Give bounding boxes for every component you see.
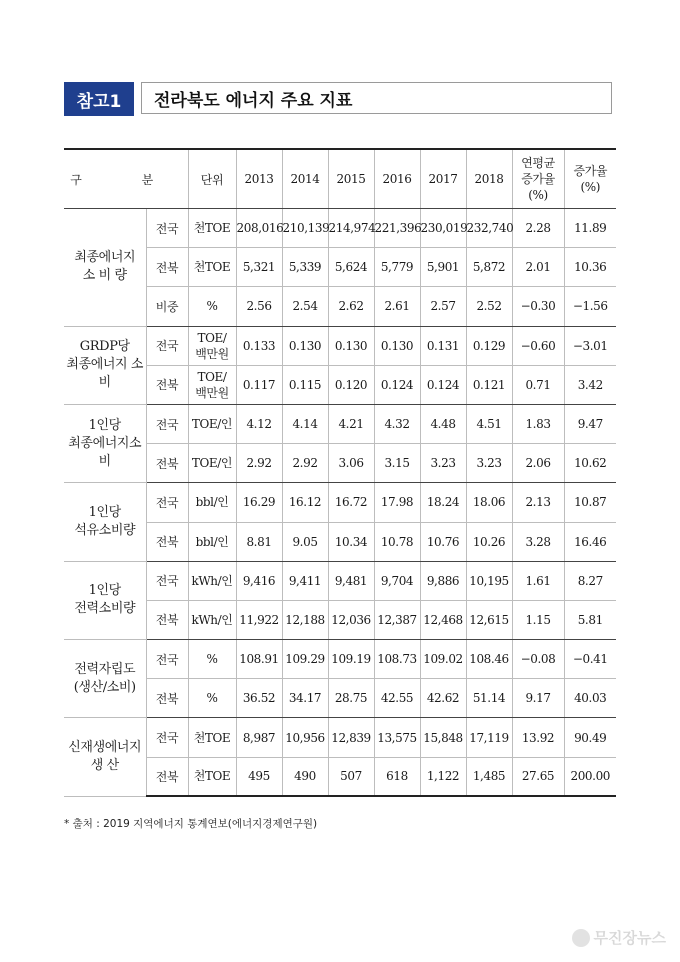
unit-cell — [188, 483, 236, 522]
value-cell: 0.115 — [282, 365, 328, 404]
value-cell: 3.06 — [328, 444, 374, 483]
unit-line: 천TOE — [193, 221, 231, 236]
value-cell: 109.02 — [420, 640, 466, 679]
value-cell: 12,468 — [420, 600, 466, 639]
group-label-line: 신재생에너지 — [68, 740, 142, 756]
unit-cell — [188, 326, 236, 365]
unit-cell — [188, 640, 236, 679]
value-cell: 2.52 — [466, 287, 512, 326]
value-cell: 34.17 — [282, 679, 328, 718]
value-cell: 13,575 — [374, 718, 420, 757]
group-label — [64, 404, 146, 482]
unit-cell — [188, 757, 236, 796]
header-growth-line: (%) — [580, 180, 601, 194]
table-row — [64, 404, 616, 443]
value-cell: 9,416 — [236, 561, 282, 600]
value-cell: 108.46 — [466, 640, 512, 679]
group-label — [64, 483, 146, 561]
value-cell: 2.56 — [236, 287, 282, 326]
group-label-line: 석유소비량 — [74, 523, 136, 538]
group-label-line: 전력소비량 — [74, 601, 136, 617]
value-cell: 8,987 — [236, 718, 282, 757]
value-cell: 0.130 — [374, 326, 420, 365]
group-label-line: GRDP당 — [79, 339, 130, 355]
group-label-line: 소 비 량 — [82, 268, 127, 284]
cagr-cell: 3.28 — [512, 522, 564, 561]
group-label — [64, 561, 146, 639]
table-row — [64, 718, 616, 757]
value-cell: 495 — [236, 757, 282, 796]
header-cagr — [512, 149, 564, 209]
value-cell: 2.92 — [236, 444, 282, 483]
value-cell: 0.133 — [236, 326, 282, 365]
unit-cell — [188, 522, 236, 561]
value-cell: 36.52 — [236, 679, 282, 718]
value-cell: 108.73 — [374, 640, 420, 679]
header-year: 2013 — [236, 149, 282, 209]
cagr-cell: 1.83 — [512, 404, 564, 443]
growth-cell: 3.42 — [564, 365, 616, 404]
value-cell: 10,195 — [466, 561, 512, 600]
cagr-cell: 2.01 — [512, 248, 564, 287]
region-cell: 전국 — [146, 326, 188, 365]
value-cell: 5,624 — [328, 248, 374, 287]
value-cell: 230,019 — [420, 209, 466, 248]
value-cell: 2.62 — [328, 287, 374, 326]
header-year: 2017 — [420, 149, 466, 209]
value-cell: 12,036 — [328, 600, 374, 639]
value-cell: 4.21 — [328, 404, 374, 443]
table-row — [64, 757, 616, 796]
group-label-line: 최종에너지소비 — [68, 435, 142, 469]
value-cell: 9,704 — [374, 561, 420, 600]
unit-line: TOE/인 — [191, 417, 233, 432]
table-row — [64, 640, 616, 679]
header-year: 2018 — [466, 149, 512, 209]
group-label-line: 최종에너지 소비 — [66, 357, 144, 391]
value-cell: 210,139 — [282, 209, 328, 248]
value-cell: 0.117 — [236, 365, 282, 404]
value-cell: 10.34 — [328, 522, 374, 561]
growth-cell: 8.27 — [564, 561, 616, 600]
unit-line: 천TOE — [193, 260, 231, 275]
unit-line: TOE/ — [197, 330, 227, 345]
cagr-cell: −0.30 — [512, 287, 564, 326]
watermark — [572, 927, 666, 948]
cagr-cell: 27.65 — [512, 757, 564, 796]
value-cell: 214,974 — [328, 209, 374, 248]
header-growth-line: 증가율 — [573, 164, 608, 178]
value-cell: 12,615 — [466, 600, 512, 639]
value-cell: 5,321 — [236, 248, 282, 287]
value-cell: 507 — [328, 757, 374, 796]
unit-line: % — [206, 652, 218, 667]
unit-line: 천TOE — [193, 730, 231, 745]
group-label-line: 1인당 — [88, 417, 121, 433]
cagr-cell: 2.13 — [512, 483, 564, 522]
growth-cell: 10.87 — [564, 483, 616, 522]
cagr-cell: 0.71 — [512, 365, 564, 404]
region-cell: 전국 — [146, 718, 188, 757]
unit-cell — [188, 679, 236, 718]
value-cell: 1,485 — [466, 757, 512, 796]
value-cell: 9,411 — [282, 561, 328, 600]
watermark-text: 무진장뉴스 — [593, 929, 666, 947]
table-row — [64, 522, 616, 561]
table-row — [64, 209, 616, 248]
reference-tag: 참고1 — [64, 82, 134, 116]
value-cell: 618 — [374, 757, 420, 796]
value-cell: 4.32 — [374, 404, 420, 443]
header-unit: 단위 — [188, 149, 236, 209]
unit-line: 백만원 — [195, 346, 229, 361]
region-cell: 전북 — [146, 444, 188, 483]
growth-cell: 200.00 — [564, 757, 616, 796]
value-cell: 42.62 — [420, 679, 466, 718]
group-label — [64, 640, 146, 718]
value-cell: 0.130 — [328, 326, 374, 365]
region-cell: 전국 — [146, 209, 188, 248]
value-cell: 5,901 — [420, 248, 466, 287]
value-cell: 0.129 — [466, 326, 512, 365]
growth-cell: 40.03 — [564, 679, 616, 718]
group-label — [64, 326, 146, 404]
unit-cell — [188, 444, 236, 483]
growth-cell: −0.41 — [564, 640, 616, 679]
header-year: 2016 — [374, 149, 420, 209]
growth-cell: −3.01 — [564, 326, 616, 365]
value-cell: 0.124 — [420, 365, 466, 404]
region-cell: 전국 — [146, 404, 188, 443]
value-cell: 18.24 — [420, 483, 466, 522]
value-cell: 208,016 — [236, 209, 282, 248]
value-cell: 18.06 — [466, 483, 512, 522]
table-row — [64, 561, 616, 600]
value-cell: 3.15 — [374, 444, 420, 483]
value-cell: 16.29 — [236, 483, 282, 522]
header-year: 2014 — [282, 149, 328, 209]
unit-cell — [188, 600, 236, 639]
value-cell: 2.54 — [282, 287, 328, 326]
value-cell: 15,848 — [420, 718, 466, 757]
header-category: 구 분 — [64, 149, 188, 209]
region-cell: 전국 — [146, 561, 188, 600]
cagr-cell: 9.17 — [512, 679, 564, 718]
value-cell: 11,922 — [236, 600, 282, 639]
growth-cell: 5.81 — [564, 600, 616, 639]
value-cell: 5,872 — [466, 248, 512, 287]
value-cell: 232,740 — [466, 209, 512, 248]
value-cell: 51.14 — [466, 679, 512, 718]
region-cell: 전북 — [146, 757, 188, 796]
growth-cell: 16.46 — [564, 522, 616, 561]
cagr-cell: 1.15 — [512, 600, 564, 639]
group-label-line: 1인당 — [88, 505, 121, 520]
value-cell: 9.05 — [282, 522, 328, 561]
growth-cell: 11.89 — [564, 209, 616, 248]
watermark-logo-icon — [572, 929, 590, 947]
value-cell: 42.55 — [374, 679, 420, 718]
region-cell: 전북 — [146, 365, 188, 404]
region-cell: 전북 — [146, 248, 188, 287]
value-cell: 490 — [282, 757, 328, 796]
unit-line: bbl/인 — [195, 495, 229, 510]
cagr-cell: 13.92 — [512, 718, 564, 757]
unit-cell — [188, 209, 236, 248]
header-cagr-line: 증가율 — [521, 172, 555, 186]
value-cell: 10.78 — [374, 522, 420, 561]
cagr-cell: 2.28 — [512, 209, 564, 248]
cagr-cell: −0.60 — [512, 326, 564, 365]
header-cagr-line: (%) — [528, 188, 548, 202]
value-cell: 1,122 — [420, 757, 466, 796]
unit-cell — [188, 365, 236, 404]
group-label-line: 최종에너지 — [74, 250, 136, 266]
value-cell: 109.29 — [282, 640, 328, 679]
growth-cell: 10.62 — [564, 444, 616, 483]
value-cell: 4.12 — [236, 404, 282, 443]
value-cell: 0.120 — [328, 365, 374, 404]
region-cell: 전북 — [146, 522, 188, 561]
value-cell: 4.14 — [282, 404, 328, 443]
table-row — [64, 483, 616, 522]
table-row — [64, 248, 616, 287]
value-cell: 2.92 — [282, 444, 328, 483]
value-cell: 0.124 — [374, 365, 420, 404]
value-cell: 16.12 — [282, 483, 328, 522]
unit-line: kWh/인 — [191, 573, 233, 588]
region-cell: 전국 — [146, 483, 188, 522]
value-cell: 2.61 — [374, 287, 420, 326]
value-cell: 2.57 — [420, 287, 466, 326]
growth-cell: 9.47 — [564, 404, 616, 443]
page-title: 전라북도 에너지 주요 지표 — [141, 82, 612, 114]
unit-line: TOE/ — [197, 369, 227, 384]
cagr-cell: 1.61 — [512, 561, 564, 600]
header-year: 2015 — [328, 149, 374, 209]
unit-cell — [188, 287, 236, 326]
unit-line: kWh/인 — [191, 612, 233, 627]
value-cell: 8.81 — [236, 522, 282, 561]
table-row — [64, 600, 616, 639]
group-label-line: 생 산 — [90, 758, 119, 774]
header-cagr-line: 연평균 — [521, 156, 555, 170]
region-cell: 전북 — [146, 600, 188, 639]
unit-cell — [188, 718, 236, 757]
energy-indicators-table — [64, 148, 616, 797]
cagr-cell: 2.06 — [512, 444, 564, 483]
unit-line: 백만원 — [195, 385, 229, 400]
value-cell: 109.19 — [328, 640, 374, 679]
region-cell: 전북 — [146, 679, 188, 718]
value-cell: 4.51 — [466, 404, 512, 443]
table-row — [64, 365, 616, 404]
table-row — [64, 679, 616, 718]
value-cell: 0.131 — [420, 326, 466, 365]
value-cell: 10,956 — [282, 718, 328, 757]
value-cell: 5,779 — [374, 248, 420, 287]
value-cell: 28.75 — [328, 679, 374, 718]
value-cell: 108.91 — [236, 640, 282, 679]
unit-cell — [188, 404, 236, 443]
value-cell: 9,886 — [420, 561, 466, 600]
growth-cell: 10.36 — [564, 248, 616, 287]
value-cell: 4.48 — [420, 404, 466, 443]
unit-cell — [188, 248, 236, 287]
unit-line: % — [206, 299, 218, 314]
value-cell: 16.72 — [328, 483, 374, 522]
region-cell: 전국 — [146, 640, 188, 679]
growth-cell: 90.49 — [564, 718, 616, 757]
value-cell: 12,839 — [328, 718, 374, 757]
source-footnote: * 출처 : 2019 지역에너지 통계연보(에너지경제연구원) — [64, 818, 318, 830]
unit-line: % — [206, 691, 218, 706]
growth-cell: −1.56 — [564, 287, 616, 326]
table-row — [64, 287, 616, 326]
value-cell: 9,481 — [328, 561, 374, 600]
region-cell: 비중 — [146, 287, 188, 326]
value-cell: 0.130 — [282, 326, 328, 365]
value-cell: 10.26 — [466, 522, 512, 561]
value-cell: 12,387 — [374, 600, 420, 639]
value-cell: 3.23 — [466, 444, 512, 483]
unit-line: TOE/인 — [191, 456, 233, 471]
group-label — [64, 209, 146, 327]
section-header — [64, 82, 614, 116]
value-cell: 17.98 — [374, 483, 420, 522]
unit-cell — [188, 561, 236, 600]
unit-line: 천TOE — [193, 769, 231, 784]
table-row — [64, 326, 616, 365]
group-label-line: 전력자립도 — [74, 661, 136, 677]
value-cell: 3.23 — [420, 444, 466, 483]
table-row — [64, 444, 616, 483]
value-cell: 12,188 — [282, 600, 328, 639]
value-cell: 17,119 — [466, 718, 512, 757]
group-label-line: (생산/소비) — [73, 679, 136, 695]
header-growth — [564, 149, 616, 209]
group-label-line: 1인당 — [88, 583, 121, 599]
value-cell: 0.121 — [466, 365, 512, 404]
group-label — [64, 718, 146, 796]
unit-line: bbl/인 — [195, 534, 229, 549]
value-cell: 221,396 — [374, 209, 420, 248]
cagr-cell: −0.08 — [512, 640, 564, 679]
header-row — [64, 149, 616, 209]
value-cell: 5,339 — [282, 248, 328, 287]
value-cell: 10.76 — [420, 522, 466, 561]
